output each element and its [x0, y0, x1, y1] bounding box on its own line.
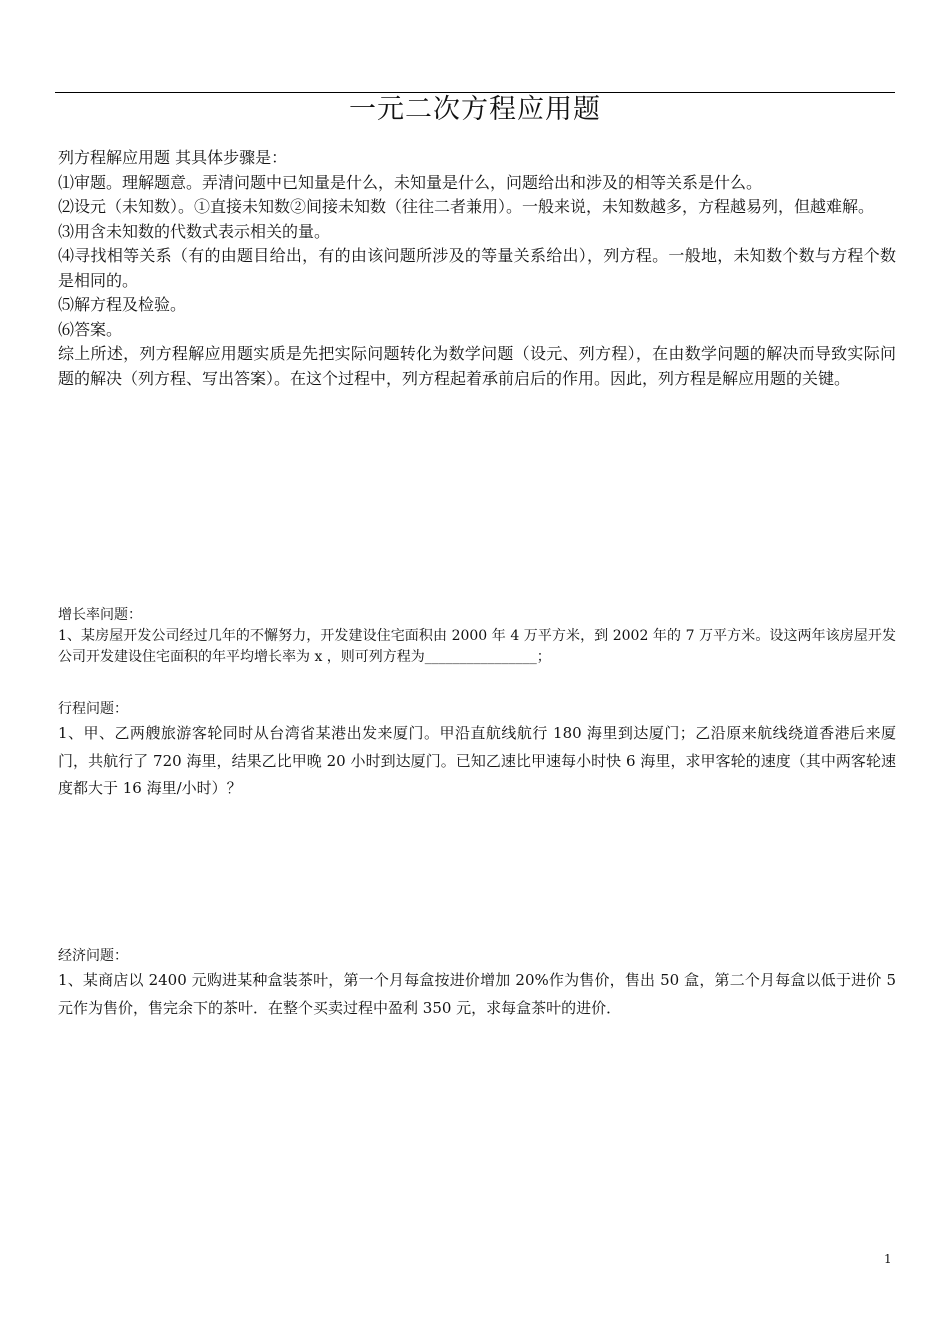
- growth-problem-1: 1、某房屋开发公司经过几年的不懈努力，开发建设住宅面积由 2000 年 4 万平方米，到 2002 年的 7 万平方米。设这两年该房屋开发公司开发建设住宅面积的年平均增长率为 x ，则可列方程为________________；: [58, 628, 896, 665]
- travel-section: [58, 698, 896, 803]
- travel-problem-1: 1、甲、乙两艘旅游客轮同时从台湾省某港出发来厦门。甲沿直航线航行 180 海里到达厦门；乙沿原来航线绕道香港后来厦门，共航行了 720 海里，结果乙比甲晚 20 小时到达厦门。已知乙速比甲速每小时快 6 海里，求甲客轮的速度（其中两客轮速度都大于 16 海里/小时）？: [58, 724, 896, 797]
- page-number: 1: [884, 1252, 892, 1266]
- economy-label: 经济问题：: [58, 948, 128, 964]
- intro-summary: 综上所述，列方程解应用题实质是先把实际问题转化为数学问题（设元、列方程），在由数学问题的解决而导致实际问题的解决（列方程、写出答案）。在这个过程中，列方程起着承前启后的作用。因此，列方程是解应用题的关键。: [58, 344, 896, 388]
- intro-step-6: ⑹答案。: [58, 319, 123, 339]
- intro-step-2: ⑵设元（未知数）。①直接未知数②间接未知数（往往二者兼用）。一般来说，未知数越多，方程越易列，但越难解。: [58, 197, 875, 216]
- economy-section: [58, 945, 896, 1022]
- economy-problem-1: 1、某商店以 2400 元购进某种盒装茶叶，第一个月每盒按进价增加 20%作为售价，售出 50 盒，第二个月每盒以低于进价 5 元作为售价，售完余下的茶叶．在整个买卖过程中盈利 350 元，求每盒茶叶的进价．: [58, 971, 896, 1017]
- intro-step-4: ⑷寻找相等关系（有的由题目给出，有的由该问题所涉及的等量关系给出），列方程。一般地，未知数个数与方程个数是相同的。: [58, 246, 896, 290]
- page-title: 一元二次方程应用题: [349, 94, 601, 125]
- growth-section: [58, 604, 896, 668]
- intro-step-5: ⑸解方程及检验。: [58, 295, 187, 314]
- intro-section: [58, 146, 896, 391]
- intro-step-1: ⑴审题。理解题意。弄清问题中已知量是什么，未知量是什么，问题给出和涉及的相等关系是什么。: [58, 172, 763, 192]
- intro-heading: 列方程解应用题 其具体步骤是：: [58, 148, 288, 167]
- travel-label: 行程问题：: [58, 701, 128, 717]
- intro-step-3: ⑶用含未知数的代数式表示相关的量。: [58, 221, 331, 241]
- growth-label: 增长率问题：: [58, 607, 142, 623]
